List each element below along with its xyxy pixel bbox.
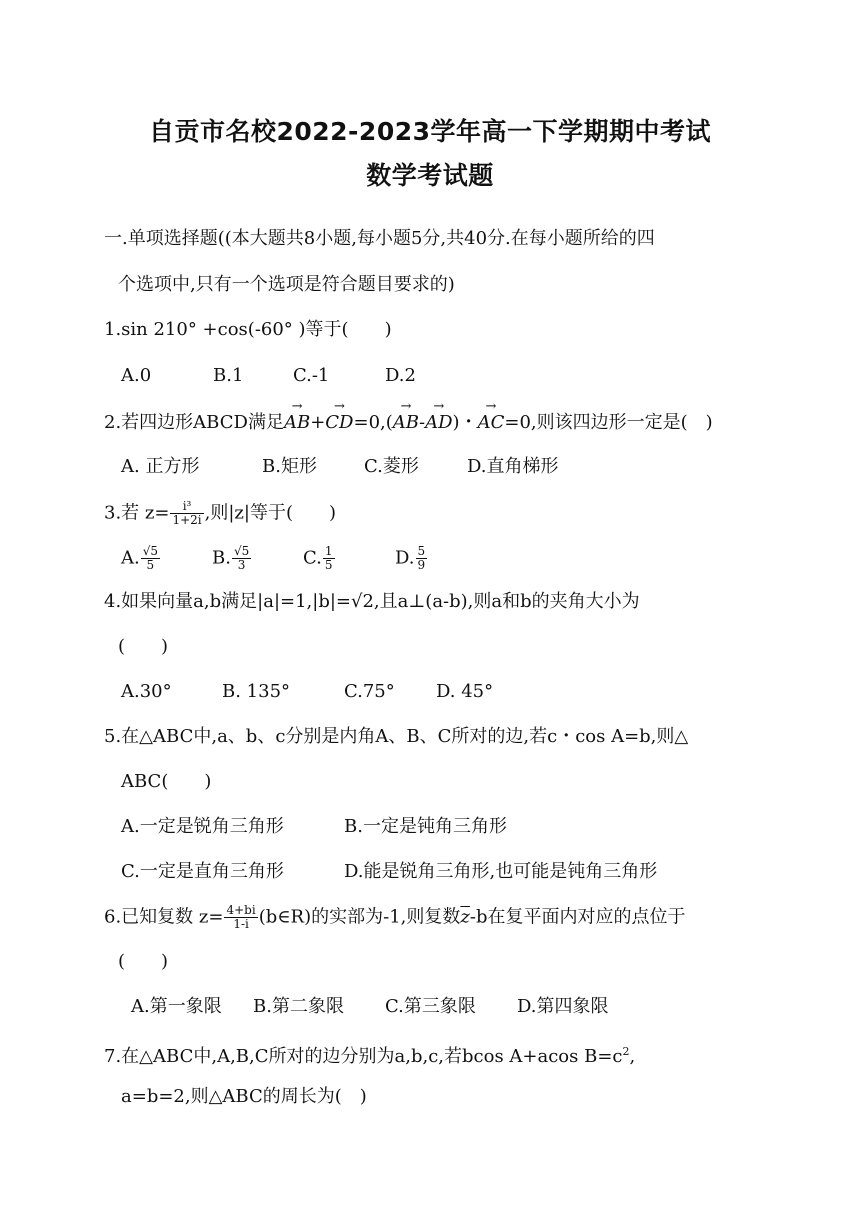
fraction-denominator: 1-i: [233, 917, 249, 931]
fraction-numerator: √5: [142, 544, 159, 558]
question-2-dot: )・: [452, 412, 478, 433]
fraction-denominator: 3: [237, 558, 246, 572]
plus-sign: +: [310, 412, 326, 433]
question-4-option-d: D. 45°: [436, 681, 494, 702]
vector-ac: → AC: [478, 411, 505, 435]
question-6-option-a: A.第一象限: [131, 996, 222, 1017]
question-4-stem: 4.如果向量a,b满足|a|=1,|b|=√2,且a⊥(a-b),则a和b的夹角大小为: [104, 591, 640, 612]
conjugate-z: $\overline{z}$: [460, 906, 470, 928]
fraction-denominator: 5: [146, 558, 155, 572]
fraction-numerator: √5: [233, 544, 250, 558]
fraction-denominator: 1+2i: [172, 513, 202, 527]
question-3-fraction: [170, 500, 203, 527]
question-2-option-b: B.矩形: [262, 456, 317, 477]
vector-cd: → CD: [325, 411, 353, 435]
question-2-mid: =0,(: [353, 412, 393, 433]
option-fraction: [416, 545, 428, 572]
question-5-option-c: C.一定是直角三角形: [121, 861, 284, 882]
vector-ab-2: → AB: [393, 411, 419, 435]
question-2-stem: [104, 411, 713, 435]
question-4-stem-cont: ( ): [118, 636, 169, 657]
question-6-option-d: D.第四象限: [517, 996, 609, 1017]
question-6-option-b: B.第二象限: [253, 996, 344, 1017]
fraction-numerator: 4+bi: [226, 903, 256, 917]
question-3-suffix: ,则|z|等于( ): [204, 502, 337, 524]
question-5-stem-cont: ABC( ): [121, 771, 212, 792]
fraction-numerator: 1: [324, 544, 333, 558]
option-fraction: [141, 545, 160, 572]
option-fraction: [232, 545, 251, 572]
option-label: C.: [303, 547, 322, 569]
section-heading-line1: 一.单项选择题((本大题共8小题,每小题5分,共40分.在每小题所给的四: [104, 228, 655, 249]
question-5-option-b: B.一定是钝角三角形: [344, 816, 507, 837]
exam-title: 自贡市名校2022-2023学年高一下学期期中考试: [148, 117, 712, 146]
option-label: B.: [212, 547, 231, 569]
section-heading-line2: 个选项中,只有一个选项是符合题目要求的): [118, 274, 455, 295]
fraction-numerator: i³: [170, 500, 203, 514]
question-7-stem-cont: a=b=2,则△ABC的周长为( ): [121, 1086, 367, 1107]
question-1-option-a: A.0: [121, 365, 152, 386]
question-3-option-a: [121, 545, 161, 572]
question-6-fraction: [224, 904, 257, 931]
fraction-denominator: 5: [324, 558, 333, 572]
question-3-option-b: [212, 545, 252, 572]
question-5-option-d: D.能是锐角三角形,也可能是钝角三角形: [344, 861, 658, 882]
question-2-option-a: A. 正方形: [121, 456, 200, 477]
question-6-mid: (b∈R)的实部为-1,则复数: [258, 906, 461, 928]
question-3-option-d: [395, 545, 428, 572]
question-1-stem: 1.sin 210° +cos(-60° )等于( ): [104, 319, 392, 340]
question-3-prefix: 3.若 z=: [104, 502, 170, 524]
question-2-prefix: 2.若四边形ABCD满足: [104, 412, 284, 433]
minus-sign: -: [419, 412, 426, 433]
vector-ab: → AB: [284, 411, 310, 435]
question-4-option-c: C.75°: [344, 681, 395, 702]
question-2-option-d: D.直角梯形: [467, 456, 559, 477]
question-7-suffix: ,: [629, 1046, 636, 1067]
question-5-stem: 5.在△ABC中,a、b、c分别是内角A、B、C所对的边,若c・cos A=b,则△: [104, 726, 689, 747]
option-fraction: [323, 545, 335, 572]
question-3-stem: [104, 500, 336, 527]
question-6-suffix: -b在复平面内对应的点位于: [469, 906, 686, 928]
question-1-option-c: C.-1: [293, 365, 330, 386]
question-5-option-a: A.一定是锐角三角形: [121, 816, 284, 837]
vector-ad: → AD: [425, 411, 452, 435]
exam-subtitle: 数学考试题: [366, 161, 494, 190]
question-6-option-c: C.第三象限: [385, 996, 476, 1017]
question-6-prefix: 6.已知复数 z=: [104, 906, 224, 928]
question-7-prefix: 7.在△ABC中,A,B,C所对的边分别为a,b,c,若bcos A+acos B=c: [104, 1046, 623, 1067]
question-3-option-c: [303, 545, 336, 572]
question-2-option-c: C.菱形: [364, 456, 419, 477]
question-1-option-b: B.1: [213, 365, 244, 386]
fraction-denominator: 9: [417, 558, 426, 572]
question-6-stem-cont: ( ): [118, 951, 169, 972]
fraction-numerator: 5: [417, 544, 426, 558]
question-4-option-a: A.30°: [121, 681, 172, 702]
question-1-option-d: D.2: [385, 365, 416, 386]
option-label: D.: [395, 547, 415, 569]
question-4-option-b: B. 135°: [222, 681, 291, 702]
question-6-stem: [104, 904, 685, 931]
question-2-suffix: =0,则该四边形一定是( ): [504, 412, 713, 433]
option-label: A.: [121, 547, 140, 569]
superscript: 2: [622, 1045, 630, 1058]
question-7-stem: [104, 1040, 635, 1069]
